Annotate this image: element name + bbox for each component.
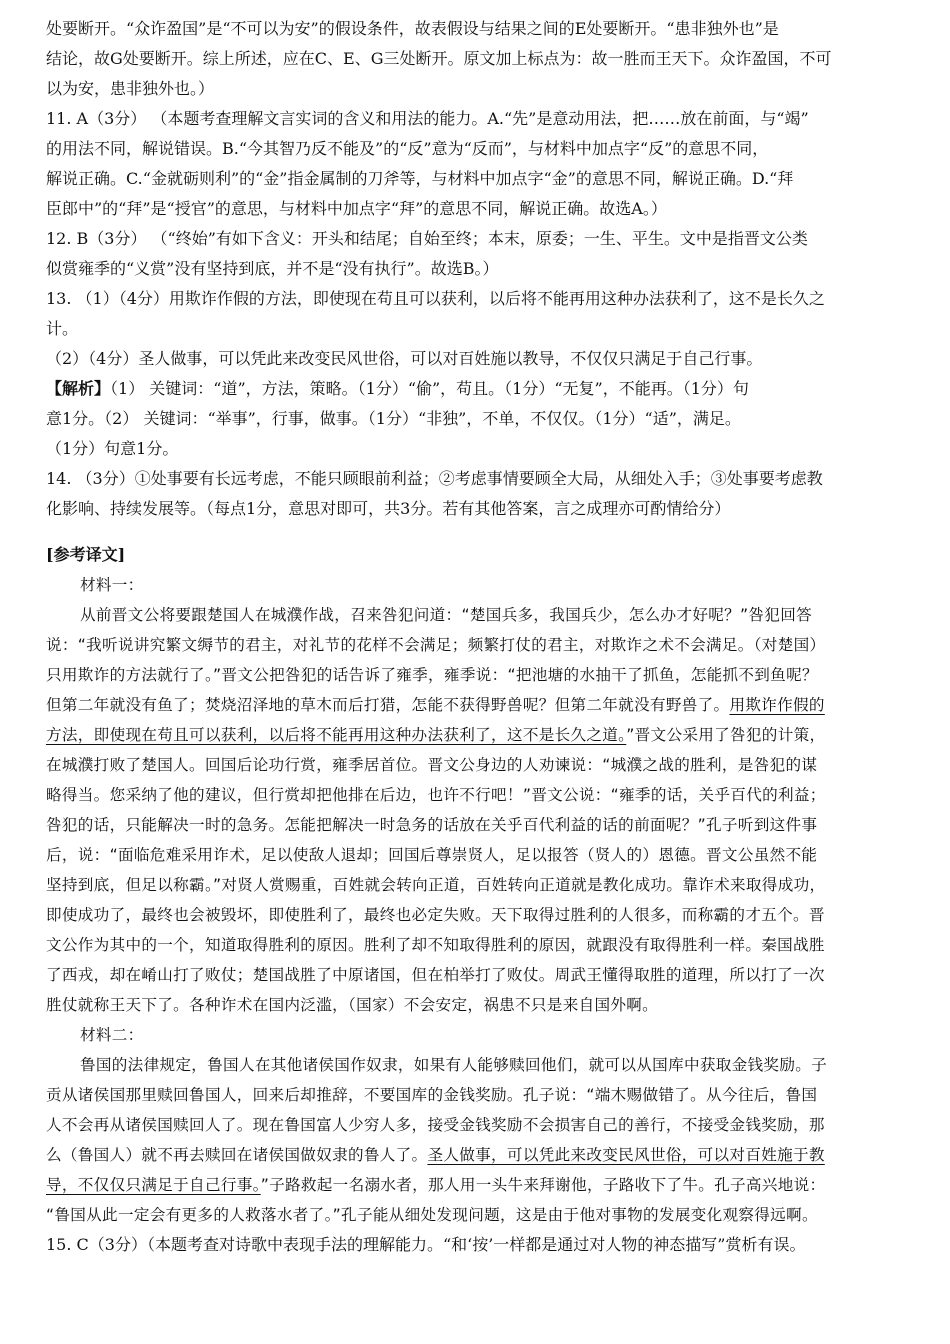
text-line: 贡从诸侯国那里赎回鲁国人，回来后却推辞，不要国库的金钱奖励。孔子说：“端木赐做错了。从今往后，鲁国 xyxy=(46,1086,818,1104)
document-page xyxy=(46,14,908,1260)
analysis-text: （1） 关键词：“道”，方法，策略。（1分）“偷”，苟且。（1分）“无复”，不能再。（1分）句 xyxy=(110,379,749,398)
text-line: 结论，故G处要断开。综上所述，应在C、E、G三处断开。原文加上标点为：故一胜而王天下。众诈盈国，不可 xyxy=(46,49,832,68)
answer-13: 13. （1）（4分）用欺诈作假的方法，即使现在苟且可以获利，以后将不能再用这种办法获利了，这不是长久之 xyxy=(46,289,825,308)
text-line xyxy=(46,690,908,720)
text-line: 解说正确。C.“金就砺则利”的“金”指金属制的刀斧等，与材料中加点字“金”的意思不同，解说正确。D.“拜 xyxy=(46,169,794,188)
text-line xyxy=(46,1140,908,1170)
analysis-label: 【解析】 xyxy=(46,379,111,398)
text-line: 似赏雍季的“义赏”没有坚持到底，并不是“没有执行”。故选B。） xyxy=(46,259,499,278)
text-span: 么（鲁国人）就不再去赎回在诸侯国做奴隶的鲁人了。 xyxy=(46,1146,428,1164)
text-line: 即使成功了，最终也会被毁坏，即使胜利了，最终也必定失败。天下取得过胜利的人很多，而称霸的才五个。晋 xyxy=(46,906,825,924)
text-line: 坚持到底，但足以称霸。”对贤人赏赐重，百姓就会转向正道，百姓转向正道就是教化成功。靠诈术来取得成功， xyxy=(46,876,826,894)
answer-14: 14. （3分）①处事要有长远考虑，不能只顾眼前利益；②考虑事情要顾全大局，从细处入手；③处事要考虑教 xyxy=(46,469,823,488)
text-line: 了西戎，却在崤山打了败仗；楚国战胜了中原诸国，但在柏举打了败仗。周武王懂得取胜的道理，所以打了一次 xyxy=(46,966,825,984)
text-line: 在城濮打败了楚国人。回国后论功行赏，雍季居首位。晋文公身边的人劝谏说：“城濮之战的胜利，是咎犯的谋 xyxy=(46,756,818,774)
text-span: ”子路救起一名溺水者，那人用一头牛来拜谢他，子路收下了牛。孔子高兴地说： xyxy=(260,1176,826,1194)
text-line: 咎犯的话，只能解决一时的急务。怎能把解决一时急务的话放在关乎百代利益的话的前面呢？”孔子听到这件事 xyxy=(46,816,818,834)
text-line: 的用法不同，解说错误。B.“今其智乃反不能及”的“反”意为“反而”，与材料中加点字“反”的意思不同， xyxy=(46,139,769,158)
text-line xyxy=(46,1170,908,1200)
underlined-text: 导，不仅仅只满足于自己行事。 xyxy=(46,1176,261,1194)
text-line: （1分）句意1分。 xyxy=(46,439,179,458)
text-line: 人不会再从诸侯国赎回人了。现在鲁国富人少穷人多，接受金钱奖励不会损害自己的善行，不接受金钱奖励，那 xyxy=(46,1116,825,1134)
translation-section xyxy=(46,540,908,1230)
material-1-title: 材料一： xyxy=(80,576,144,594)
answer-11: 11. A（3分） （本题考查理解文言实词的含义和用法的能力。A.“先”是意动用法，把……放在前面，与“竭” xyxy=(46,109,809,128)
text-line: 后，说：“面临危难采用诈术，足以使敌人退却；回国后尊崇贤人，足以报答（贤人的）恩德。晋文公虽然不能 xyxy=(46,846,818,864)
text-span: 但第二年就没有鱼了；焚烧沼泽地的草木而后打猎，怎能不获得野兽呢？但第二年就没有野兽了。 xyxy=(46,696,730,714)
text-line: （2）（4分）圣人做事，可以凭此来改变民风世俗，可以对百姓施以教导，不仅仅只满足于自己行事。 xyxy=(46,349,763,368)
text-line: 处要断开。“众诈盈国”是“不可以为安”的假设条件，故表假设与结果之间的E处要断开。“患非独外也”是 xyxy=(46,19,779,38)
text-line: “鲁国从此一定会有更多的人救落水者了。”孔子能从细处发现问题，这是由于他对事物的发展变化观察得远啊。 xyxy=(46,1206,818,1224)
underlined-text: 用欺诈作假的 xyxy=(729,696,825,714)
text-line: 只用欺诈的方法就行了。”晋文公把咎犯的话告诉了雍季，雍季说：“把池塘的水抽干了抓鱼，怎能抓不到鱼呢？ xyxy=(46,666,818,684)
text-line xyxy=(46,720,908,750)
material-2-title: 材料二： xyxy=(80,1026,144,1044)
text-line: 以为安，患非独外也。） xyxy=(46,79,215,98)
text-line: 胜仗就称王天下了。各种诈术在国内泛滥，（国家）不会安定，祸患不只是来自国外啊。 xyxy=(46,996,659,1014)
answer-15: 15. C（3分）（本题考查对诗歌中表现手法的理解能力。“和‘按’一样都是通过对人物的神态描写”赏析有误。 xyxy=(46,1235,806,1254)
text-line: 从前晋文公将要跟楚国人在城濮作战，召来咎犯问道：“楚国兵多，我国兵少，怎么办才好呢？”咎犯回答 xyxy=(80,606,812,624)
text-line: 化影响、持续发展等。（每点1分，意思对即可，共3分。若有其他答案，言之成理亦可酌情给分） xyxy=(46,499,731,518)
text-line: 文公作为其中的一个，知道取得胜利的原因。胜利了却不知取得胜利的原因，就跟没有取得胜利一样。秦国战胜 xyxy=(46,936,825,954)
text-span: ”晋文公采用了咎犯的计策， xyxy=(626,726,826,744)
text-line: 意1分。（2） 关键词：“举事”，行事，做事。（1分）“非独”，不单，不仅仅。（1分）“适”，满足。 xyxy=(46,409,741,428)
answers-section xyxy=(46,14,908,524)
text-line: 说：“我听说讲究繁文缛节的君主，对礼节的花样不会满足；频繁打仗的君主，对欺诈之术不会满足。（对楚国） xyxy=(46,636,826,654)
text-line: 计。 xyxy=(46,319,79,338)
text-line: 鲁国的法律规定，鲁国人在其他诸侯国作奴隶，如果有人能够赎回他们，就可以从国库中获取金钱奖励。子 xyxy=(80,1056,828,1074)
translation-heading: [参考译文] xyxy=(46,545,126,564)
answer-12: 12. B（3分） （“终始”有如下含义：开头和结尾；自始至终；本末，原委；一生、平生。文中是指晋文公类 xyxy=(46,229,808,248)
underlined-text: 方法，即使现在苟且可以获利，以后将不能再用这种办法获利了，这不是长久之道。 xyxy=(46,726,627,744)
text-line: 臣郎中”的“拜”是“授官”的意思，与材料中加点字“拜”的意思不同，解说正确。故选A。） xyxy=(46,199,667,218)
underlined-text: 圣人做事，可以凭此来改变民风世俗，可以对百姓施于教 xyxy=(427,1146,825,1164)
analysis-line xyxy=(46,374,908,404)
text-line: 略得当。您采纳了他的建议，但行赏却把他排在后边，也许不行吧！”晋文公说：“雍季的话，关乎百代的利益； xyxy=(46,786,826,804)
